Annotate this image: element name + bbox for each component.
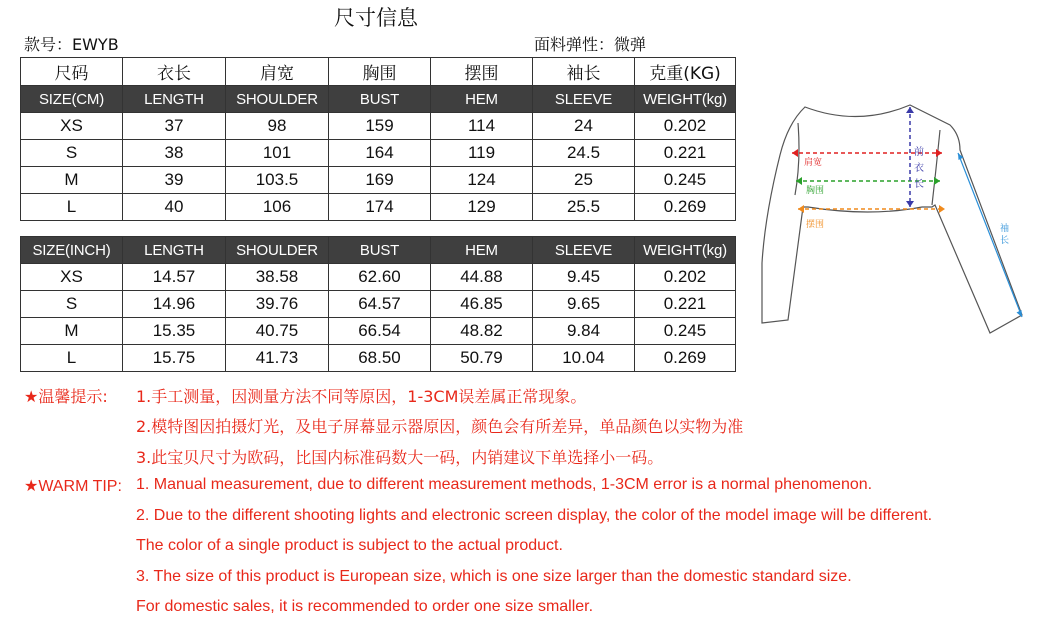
length-label: 前 xyxy=(914,147,924,158)
column-header: SIZE(INCH) xyxy=(21,237,123,264)
column-header: SHOULDER xyxy=(226,237,329,264)
tip-en-line: The color of a single product is subject to the actual product. xyxy=(136,537,563,554)
column-header: BUST xyxy=(329,237,431,264)
column-header: WEIGHT(kg) xyxy=(635,86,736,113)
table-cell: 9.84 xyxy=(533,318,635,345)
table-cell: 0.269 xyxy=(635,194,736,221)
hem-measure xyxy=(798,205,945,230)
table-cell: 169 xyxy=(329,167,431,194)
table-cell: 129 xyxy=(431,194,533,221)
table-cell: 25 xyxy=(533,167,635,194)
table-cell: XS xyxy=(21,113,123,140)
table-cell: 41.73 xyxy=(226,345,329,372)
table-cell: 0.245 xyxy=(635,167,736,194)
column-header: 袖长 xyxy=(533,58,635,86)
table-cell: 9.65 xyxy=(533,291,635,318)
tip-en-line: 3. The size of this product is European size, which is one size larger than the domestic standard size. xyxy=(136,568,852,585)
table-row xyxy=(21,345,736,372)
table-cell: 0.202 xyxy=(635,264,736,291)
garment-outline xyxy=(762,105,1022,333)
header-row xyxy=(21,86,736,113)
length-label: 长 xyxy=(914,179,924,190)
table-cell: 66.54 xyxy=(329,318,431,345)
column-header: 摆围 xyxy=(431,58,533,86)
table-row xyxy=(21,291,736,318)
table-cell: 24.5 xyxy=(533,140,635,167)
table-row xyxy=(21,140,736,167)
table-cell: L xyxy=(21,345,123,372)
header-row xyxy=(21,237,736,264)
table-cell: 10.04 xyxy=(533,345,635,372)
table-row xyxy=(21,167,736,194)
column-header: SHOULDER xyxy=(226,86,329,113)
shoulder-label: 肩宽 xyxy=(804,158,823,168)
table-cell: 15.75 xyxy=(123,345,226,372)
table-cell: M xyxy=(21,167,123,194)
column-header: LENGTH xyxy=(123,86,226,113)
table-cell: 101 xyxy=(226,140,329,167)
table-cell: 39.76 xyxy=(226,291,329,318)
table-cell: 38.58 xyxy=(226,264,329,291)
table-row xyxy=(21,318,736,345)
table-cell: 119 xyxy=(431,140,533,167)
sleeve-measure xyxy=(958,153,1022,317)
tip-cn-line: 2.模特图因拍摄灯光，及电子屏幕显示器原因，颜色会有所差异，单品颜色以实物为准 xyxy=(136,417,744,436)
table-row xyxy=(21,194,736,221)
table-cell: 0.221 xyxy=(635,291,736,318)
table-row xyxy=(21,264,736,291)
table-cell: 38 xyxy=(123,140,226,167)
column-header: BUST xyxy=(329,86,431,113)
header-row-chinese xyxy=(21,58,736,86)
tip-en-label: ★WARM TIP: xyxy=(24,478,122,495)
table-cell: M xyxy=(21,318,123,345)
column-header: SIZE(CM) xyxy=(21,86,123,113)
table-cell: 0.202 xyxy=(635,113,736,140)
size-table-inch xyxy=(20,236,736,372)
table-cell: 106 xyxy=(226,194,329,221)
table-cell: 159 xyxy=(329,113,431,140)
tip-cn-label: ★温馨提示: xyxy=(24,387,108,406)
table-row xyxy=(21,113,736,140)
column-header: SLEEVE xyxy=(533,86,635,113)
table-cell: 15.35 xyxy=(123,318,226,345)
column-header: 克重(KG) xyxy=(635,58,736,86)
column-header: SLEEVE xyxy=(533,237,635,264)
table-cell: 40.75 xyxy=(226,318,329,345)
tip-en-line: 1. Manual measurement, due to different measurement methods, 1-3CM error is a normal phenomenon. xyxy=(136,476,873,493)
table-cell: 0.221 xyxy=(635,140,736,167)
table-cell: L xyxy=(21,194,123,221)
table-cell: 48.82 xyxy=(431,318,533,345)
column-header: 尺码 xyxy=(21,58,123,86)
tip-en-line: For domestic sales, it is recommended to order one size smaller. xyxy=(136,598,594,615)
column-header: HEM xyxy=(431,86,533,113)
table-cell: 164 xyxy=(329,140,431,167)
hem-label: 摆围 xyxy=(806,220,825,230)
table-cell: 14.57 xyxy=(123,264,226,291)
table-cell: S xyxy=(21,140,123,167)
length-measure xyxy=(906,107,924,207)
table-cell: 174 xyxy=(329,194,431,221)
bust-label: 胸围 xyxy=(806,186,825,196)
table-cell: 37 xyxy=(123,113,226,140)
table-cell: 40 xyxy=(123,194,226,221)
table-cell: 98 xyxy=(226,113,329,140)
length-label: 衣 xyxy=(914,163,924,174)
table-cell: 50.79 xyxy=(431,345,533,372)
table-cell: 0.269 xyxy=(635,345,736,372)
table-cell: 14.96 xyxy=(123,291,226,318)
tip-en-line: 2. Due to the different shooting lights and electronic screen display, the color of the model image will be different. xyxy=(136,507,933,524)
table-cell: 9.45 xyxy=(533,264,635,291)
page-title: 尺寸信息 xyxy=(334,6,418,30)
tip-cn-line: 1.手工测量，因测量方法不同等原因，1-3CM误差属正常现象。 xyxy=(136,387,587,406)
table-cell: XS xyxy=(21,264,123,291)
table-cell: 114 xyxy=(431,113,533,140)
fabric-elasticity: 面料弹性：微弹 xyxy=(534,35,647,54)
column-header: 肩宽 xyxy=(226,58,329,86)
table-cell: 103.5 xyxy=(226,167,329,194)
table-cell: 124 xyxy=(431,167,533,194)
column-header: HEM xyxy=(431,237,533,264)
table-cell: 64.57 xyxy=(329,291,431,318)
sleeve-label: 袖 xyxy=(1000,224,1010,234)
style-number: 款号：EWYB xyxy=(24,35,119,54)
table-cell: 46.85 xyxy=(431,291,533,318)
column-header: 胸围 xyxy=(329,58,431,86)
column-header: WEIGHT(kg) xyxy=(635,237,736,264)
table-cell: 39 xyxy=(123,167,226,194)
garment-diagram xyxy=(760,95,1030,345)
column-header: 衣长 xyxy=(123,58,226,86)
table-cell: S xyxy=(21,291,123,318)
sleeve-label: 长 xyxy=(1000,236,1010,246)
table-cell: 24 xyxy=(533,113,635,140)
table-cell: 62.60 xyxy=(329,264,431,291)
size-table-cm xyxy=(20,57,736,221)
table-cell: 44.88 xyxy=(431,264,533,291)
table-cell: 68.50 xyxy=(329,345,431,372)
table-cell: 0.245 xyxy=(635,318,736,345)
tip-cn-line: 3.此宝贝尺寸为欧码，比国内标准码数大一码，内销建议下单选择小一码。 xyxy=(136,448,664,467)
table-cell: 25.5 xyxy=(533,194,635,221)
column-header: LENGTH xyxy=(123,237,226,264)
